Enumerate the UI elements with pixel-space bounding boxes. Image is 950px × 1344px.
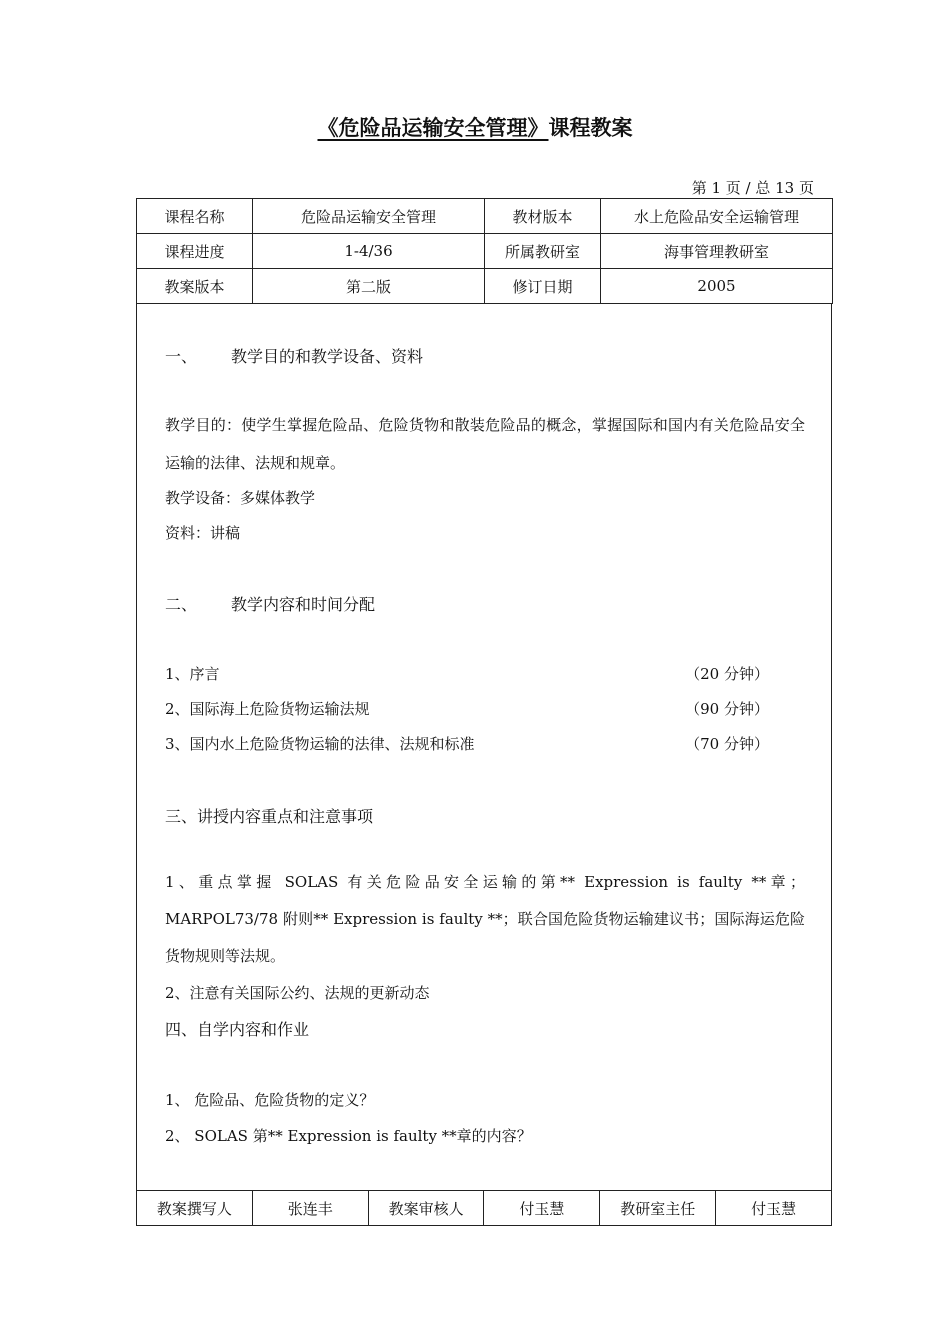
reviewer-label: 教案审核人 — [368, 1191, 484, 1226]
section-heading — [165, 344, 423, 367]
course-name-value: 危险品运输安全管理 — [253, 199, 485, 234]
version-value: 第二版 — [253, 269, 485, 304]
page-number: 第 1 页 / 总 13 页 — [691, 179, 814, 197]
document-title — [0, 112, 950, 142]
list-item: 2、国际海上危险货物运输法规 — [165, 700, 370, 718]
table-row — [137, 269, 833, 304]
version-label: 教案版本 — [137, 269, 253, 304]
table-row — [137, 1191, 832, 1226]
section-title: 教学内容和时间分配 — [231, 595, 376, 614]
table-row — [137, 199, 833, 234]
department-value: 海事管理教研室 — [601, 234, 833, 269]
table-row — [137, 234, 833, 269]
section-title: 教学目的和教学设备、资料 — [231, 347, 424, 366]
signature-table — [136, 1190, 832, 1226]
teaching-materials: 资料：讲稿 — [165, 524, 241, 542]
progress-value: 1-4/36 — [253, 234, 485, 269]
homework-question: 1、 危险品、危险货物的定义？ — [165, 1091, 375, 1109]
homework-question: 2、 SOLAS 第** Expression is faulty **章的内容？ — [165, 1127, 532, 1145]
reviewer-name: 付玉慧 — [484, 1191, 600, 1226]
duration: （70 分钟） — [685, 735, 769, 753]
course-name-label: 课程名称 — [137, 199, 253, 234]
section-heading: 三、讲授内容重点和注意事项 — [165, 807, 374, 826]
author-label: 教案撰写人 — [137, 1191, 253, 1226]
section-heading: 四、自学内容和作业 — [165, 1020, 310, 1039]
teaching-objective: 教学目的：使学生掌握危险品、危险货物和散装危险品的概念，掌握国际和国内有关危险品安全运输的法律、法规和规章。 — [165, 416, 805, 472]
lesson-plan-body — [136, 304, 832, 1190]
revision-date-label: 修订日期 — [485, 269, 601, 304]
textbook-value: 水上危险品安全运输管理 — [601, 199, 833, 234]
section-number: 二、 — [165, 595, 198, 614]
department-label: 所属教研室 — [485, 234, 601, 269]
duration: （20 分钟） — [685, 665, 769, 683]
list-item: 3、国内水上危险货物运输的法律、法规和标准 — [165, 735, 475, 753]
section-heading — [165, 592, 375, 615]
director-label: 教研室主任 — [600, 1191, 716, 1226]
notes: 2、注意有关国际公约、法规的更新动态 — [165, 984, 430, 1002]
director-name: 付玉慧 — [716, 1191, 832, 1226]
teaching-equipment: 教学设备：多媒体教学 — [165, 489, 316, 507]
section-number: 一、 — [165, 347, 198, 366]
title-suffix: 课程教案 — [548, 116, 633, 140]
course-info-table — [136, 198, 833, 304]
duration: （90 分钟） — [685, 700, 769, 718]
list-item: 1、序言 — [165, 665, 220, 683]
revision-date-value: 2005 — [601, 269, 833, 304]
textbook-label: 教材版本 — [485, 199, 601, 234]
progress-label: 课程进度 — [137, 234, 253, 269]
key-points: 1、重点掌握 SOLAS 有关危险品安全运输的第** Expression is faulty **章；MARPOL73/78 附则** Expression is faulty **；联合国危险货物运输建议书；国际海运危险货物规则等法规。 — [165, 873, 805, 965]
course-name-title: 《危险品运输安全管理》 — [317, 116, 549, 140]
author-name: 张连丰 — [252, 1191, 368, 1226]
